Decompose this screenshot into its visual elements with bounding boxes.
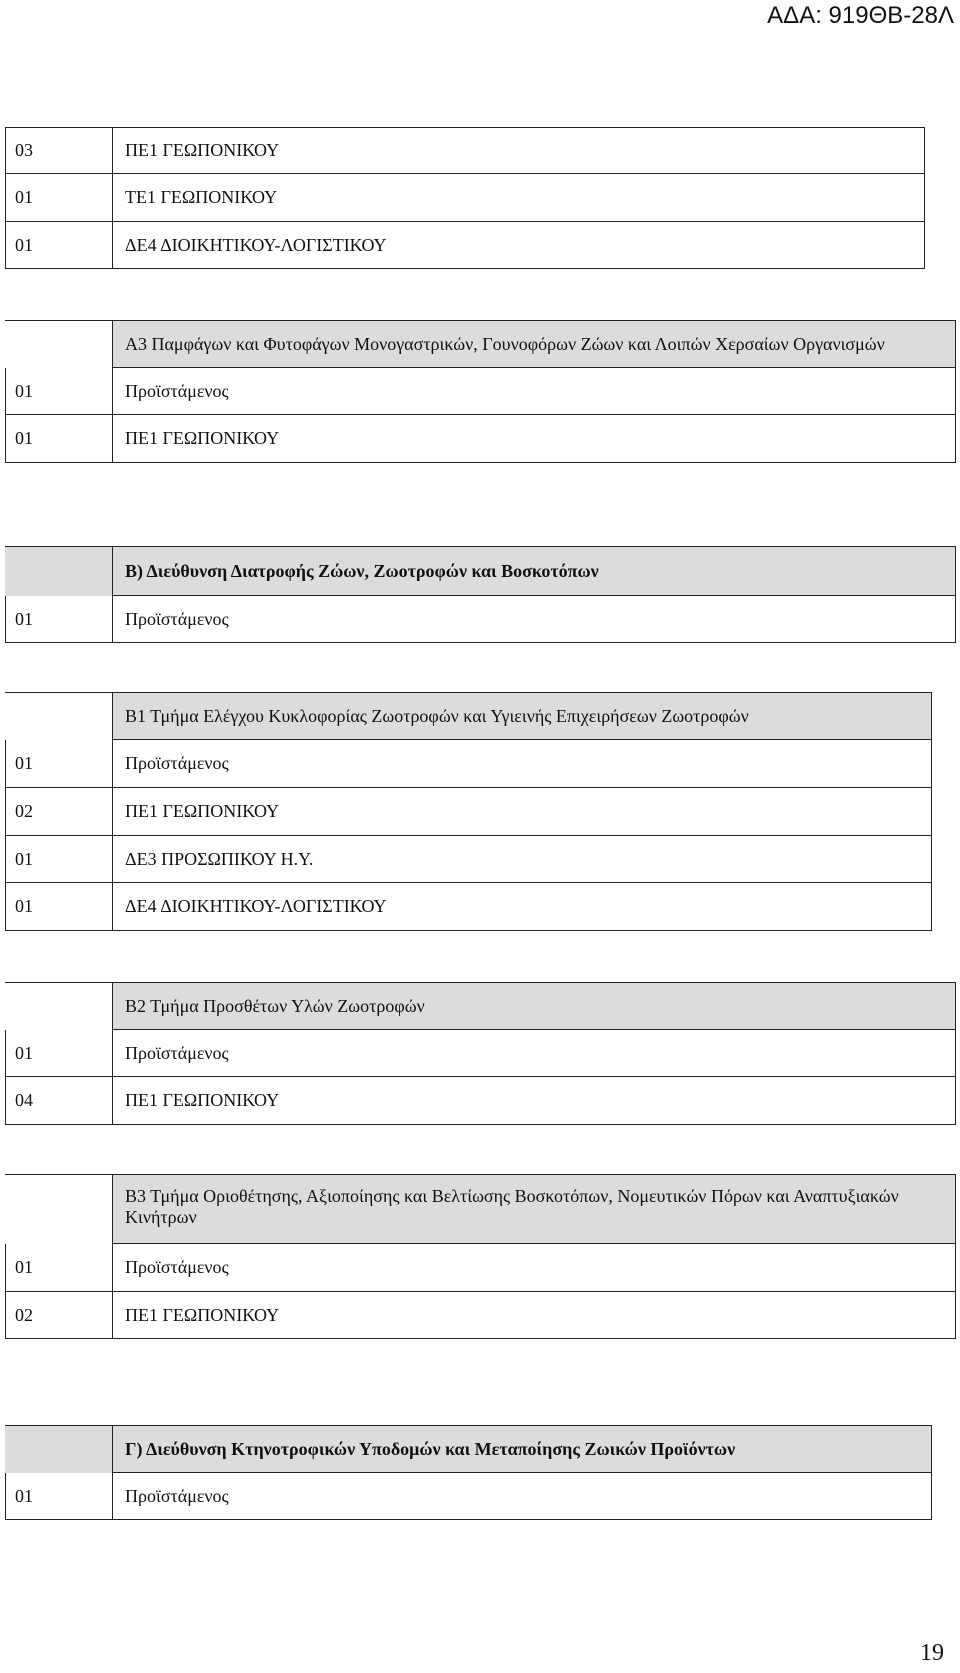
section-header-row [5, 692, 932, 740]
position-title: Προϊστάμενος [112, 740, 932, 788]
section-header-row [5, 1425, 932, 1473]
position-count: 01 [5, 883, 112, 931]
table-row [5, 1244, 956, 1292]
page-number: 19 [920, 1640, 944, 1666]
position-title: ΠΕ1 ΓΕΩΠΟΝΙΚΟΥ [112, 788, 932, 836]
position-title: Προϊστάμενος [112, 368, 956, 415]
table-row [5, 1030, 956, 1077]
section-header-row [5, 320, 956, 368]
table-row [5, 222, 925, 269]
table-block [5, 546, 956, 643]
position-count: 02 [5, 788, 112, 836]
table-row [5, 415, 956, 463]
table-block [5, 692, 932, 931]
position-title: ΔΕ4 ΔΙΟΙΚΗΤΙΚΟΥ-ΛΟΓΙΣΤΙΚΟΥ [112, 883, 932, 931]
section-title: Γ) Διεύθυνση Κτηνοτροφικών Υποδομών και Μεταποίησης Ζωικών Προϊόντων [112, 1425, 932, 1473]
position-count: 04 [5, 1077, 112, 1125]
position-count [5, 692, 112, 740]
position-title: Προϊστάμενος [112, 1030, 956, 1077]
table-row [5, 1473, 932, 1520]
position-count: 01 [5, 1473, 112, 1520]
position-count [5, 546, 112, 596]
position-count: 01 [5, 836, 112, 883]
table-block [5, 1425, 932, 1520]
section-title: Β2 Τμήμα Προσθέτων Υλών Ζωοτροφών [112, 982, 956, 1030]
table-row [5, 174, 925, 222]
position-count: 01 [5, 174, 112, 222]
ada-code: ΑΔΑ: 919ΘΒ-28Λ [767, 2, 954, 29]
position-count [5, 1174, 112, 1244]
position-title: ΤΕ1 ΓΕΩΠΟΝΙΚΟΥ [112, 174, 925, 222]
position-title: Προϊστάμενος [112, 1473, 932, 1520]
table-block [5, 1174, 956, 1339]
table-row [5, 740, 932, 788]
position-title: ΠΕ1 ΓΕΩΠΟΝΙΚΟΥ [112, 127, 925, 174]
section-title: Β3 Τμήμα Οριοθέτησης, Αξιοποίησης και Βελτίωσης Βοσκοτόπων, Νομευτικών Πόρων και Αναπτυξιακών Κινήτρων [112, 1174, 956, 1244]
position-count [5, 320, 112, 368]
section-title: Β) Διεύθυνση Διατροφής Ζώων, Ζωοτροφών και Βοσκοτόπων [112, 546, 956, 596]
section-header-row [5, 1174, 956, 1244]
table-row [5, 596, 956, 643]
position-count: 01 [5, 1030, 112, 1077]
table-row [5, 127, 925, 174]
table-block [5, 320, 956, 463]
position-count: 01 [5, 1244, 112, 1292]
section-title: Α3 Παμφάγων και Φυτοφάγων Μονογαστρικών, Γουνοφόρων Ζώων και Λοιπών Χερσαίων Οργανισμών [112, 320, 956, 368]
position-title: ΔΕ3 ΠΡΟΣΩΠΙΚΟΥ Η.Υ. [112, 836, 932, 883]
position-title: ΠΕ1 ΓΕΩΠΟΝΙΚΟΥ [112, 1292, 956, 1339]
section-title: Β1 Τμήμα Ελέγχου Κυκλοφορίας Ζωοτροφών και Υγιεινής Επιχειρήσεων Ζωοτροφών [112, 692, 932, 740]
table-row [5, 1077, 956, 1125]
table-row [5, 883, 932, 931]
position-title: Προϊστάμενος [112, 1244, 956, 1292]
position-count: 02 [5, 1292, 112, 1339]
table-row [5, 368, 956, 415]
table-row [5, 1292, 956, 1339]
position-title: ΠΕ1 ΓΕΩΠΟΝΙΚΟΥ [112, 415, 956, 463]
table-row [5, 788, 932, 836]
position-count: 01 [5, 222, 112, 269]
position-count: 01 [5, 368, 112, 415]
position-title: Προϊστάμενος [112, 596, 956, 643]
position-count: 01 [5, 596, 112, 643]
position-count: 03 [5, 127, 112, 174]
section-header-row [5, 546, 956, 596]
position-count: 01 [5, 415, 112, 463]
table-row [5, 836, 932, 883]
position-title: ΔΕ4 ΔΙΟΙΚΗΤΙΚΟΥ-ΛΟΓΙΣΤΙΚΟΥ [112, 222, 925, 269]
table-block [5, 982, 956, 1125]
position-title: ΠΕ1 ΓΕΩΠΟΝΙΚΟΥ [112, 1077, 956, 1125]
table-block [5, 127, 925, 269]
section-header-row [5, 982, 956, 1030]
position-count: 01 [5, 740, 112, 788]
position-count [5, 1425, 112, 1473]
position-count [5, 982, 112, 1030]
